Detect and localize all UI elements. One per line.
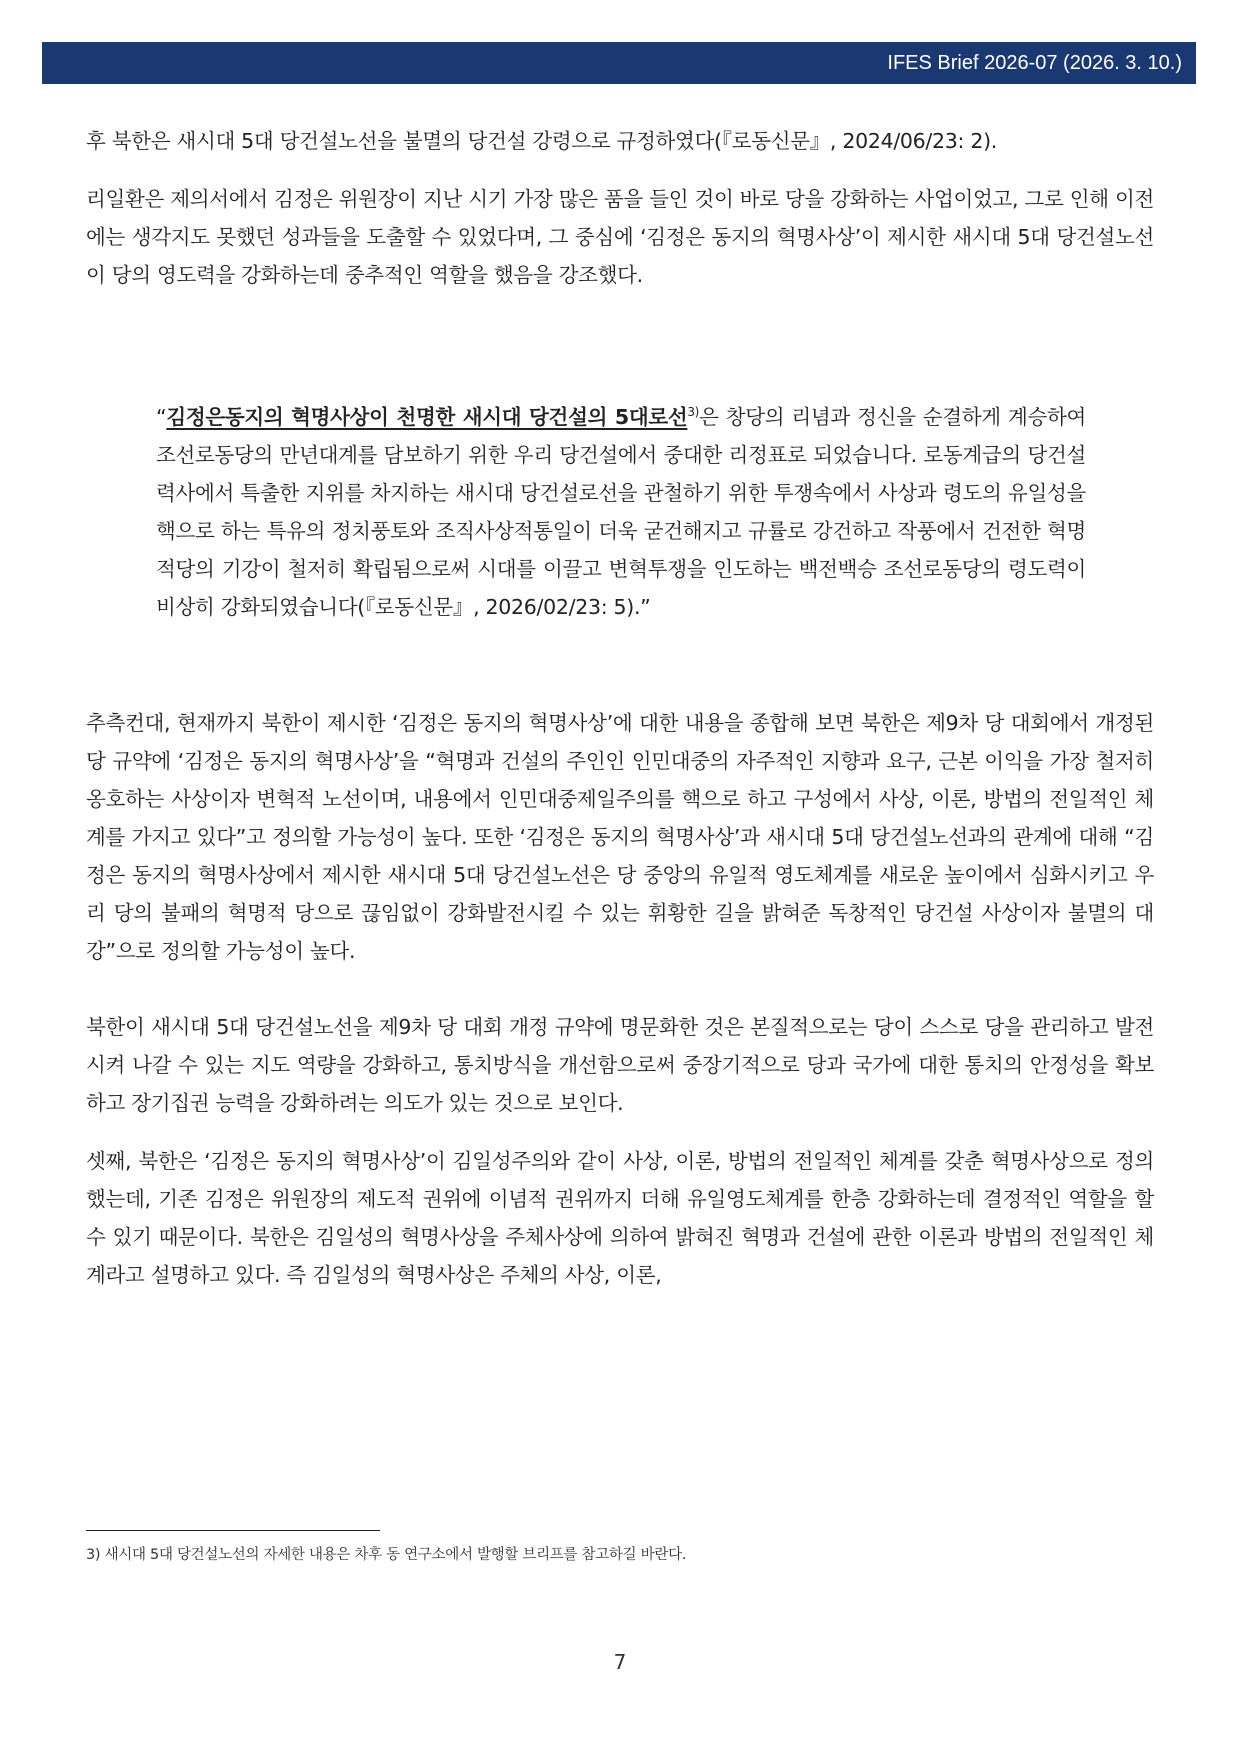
footnote-ref[interactable]: 3)	[687, 405, 700, 420]
header-bar	[42, 42, 1196, 84]
quote-open-mark: “	[156, 405, 167, 429]
quote-bold-text: 김정은동지의 혁명사상이 천명한 새시대 당건설의 5대로선	[166, 405, 688, 429]
paragraph-1: 후 북한은 새시대 5대 당건설노선을 불멸의 당건설 강령으로 규정하였다(『로동신문』, 2024/06/23: 2).	[86, 129, 997, 153]
footnote-3: 3) 새시대 5대 당건설노선의 자세한 내용은 차후 동 연구소에서 발행할 브리프를 참고하길 바란다.	[86, 1547, 687, 1563]
paragraph-2: 리일환은 제의서에서 김정은 위원장이 지난 시기 가장 많은 품을 들인 것이 바로 당을 강화하는 사업이었고, 그로 인해 이전에는 생각지도 못했던 성과들을 도출할 수 있었다며, 그 중심에 ‘김정은 동지의 혁명사상’이 제시한 새시대 5대 당건설노선이 당의 영도력을 강화하는데 중추적인 역할을 했음을 강조했다.	[86, 187, 1154, 287]
paragraph-4: 북한이 새시대 5대 당건설노선을 제9차 당 대회 개정 규약에 명문화한 것은 본질적으로는 당이 스스로 당을 관리하고 발전시켜 나갈 수 있는 지도 역량을 강화하고, 통치방식을 개선함으로써 중장기적으로 당과 국가에 대한 통치의 안정성을 확보하고 장기집권 능력을 강화하려는 의도가 있는 것으로 보인다.	[86, 1015, 1154, 1115]
paragraph-5: 셋째, 북한은 ‘김정은 동지의 혁명사상’이 김일성주의와 같이 사상, 이론, 방법의 전일적인 체계를 갖춘 혁명사상으로 정의했는데, 기존 김정은 위원장의 제도적 권위에 이념적 권위까지 더해 유일영도체계를 한층 강화하는데 결정적인 역할을 할 수 있기 때문이다. 북한은 김일성의 혁명사상을 주체사상에 의하여 밝혀진 혁명과 건설에 관한 이론과 방법의 전일적인 체계라고 설명하고 있다. 즉 김일성의 혁명사상은 주체의 사상, 이론,	[86, 1149, 1154, 1287]
block-quote	[156, 398, 1086, 626]
paragraph-3: 추측컨대, 현재까지 북한이 제시한 ‘김정은 동지의 혁명사상’에 대한 내용을 종합해 보면 북한은 제9차 당 대회에서 개정된 당 규약에 ‘김정은 동지의 혁명사상’을 “혁명과 건설의 주인인 인민대중의 자주적인 지향과 요구, 근본 이익을 가장 철저히 옹호하는 사상이자 변혁적 노선이며, 내용에서 인민대중제일주의를 핵으로 하고 구성에서 사상, 이론, 방법의 전일적인 체계를 가지고 있다”고 정의할 가능성이 높다. 또한 ‘김정은 동지의 혁명사상’과 새시대 5대 당건설노선과의 관계에 대해 “김정은 동지의 혁명사상에서 제시한 새시대 5대 당건설노선은 당 중앙의 유일적 영도체계를 새로운 높이에서 심화시키고 우리 당의 불패의 혁명적 당으로 끊임없이 강화발전시킬 수 있는 휘황한 길을 밝혀준 독창적인 당건설 사상이자 불멸의 대강”으로 정의할 가능성이 높다.	[86, 711, 1154, 963]
footnote-divider	[86, 1530, 380, 1531]
header-title: IFES Brief 2026-07 (2026. 3. 10.)	[887, 52, 1182, 74]
page-number: 7	[613, 1650, 627, 1674]
quote-body: 은 창당의 리념과 정신을 순결하게 계승하여 조선로동당의 만년대계를 담보하기 위한 우리 당건설에서 중대한 리정표로 되었습니다. 로동계급의 당건설력사에서 특출한 지위를 차지하는 새시대 당건설로선을 관철하기 위한 투쟁속에서 사상과 령도의 유일성을 핵으로 하는 특유의 정치풍토와 조직사상적통일이 더욱 굳건해지고 규률로 강건하고 작풍에서 건전한 혁명적당의 기강이 철저히 확립됨으로써 시대를 이끌고 변혁투쟁을 인도하는 백전백승 조선로동당의 령도력이 비상히 강화되였습니다(『로동신문』, 2026/02/23: 5).”	[156, 405, 1086, 619]
